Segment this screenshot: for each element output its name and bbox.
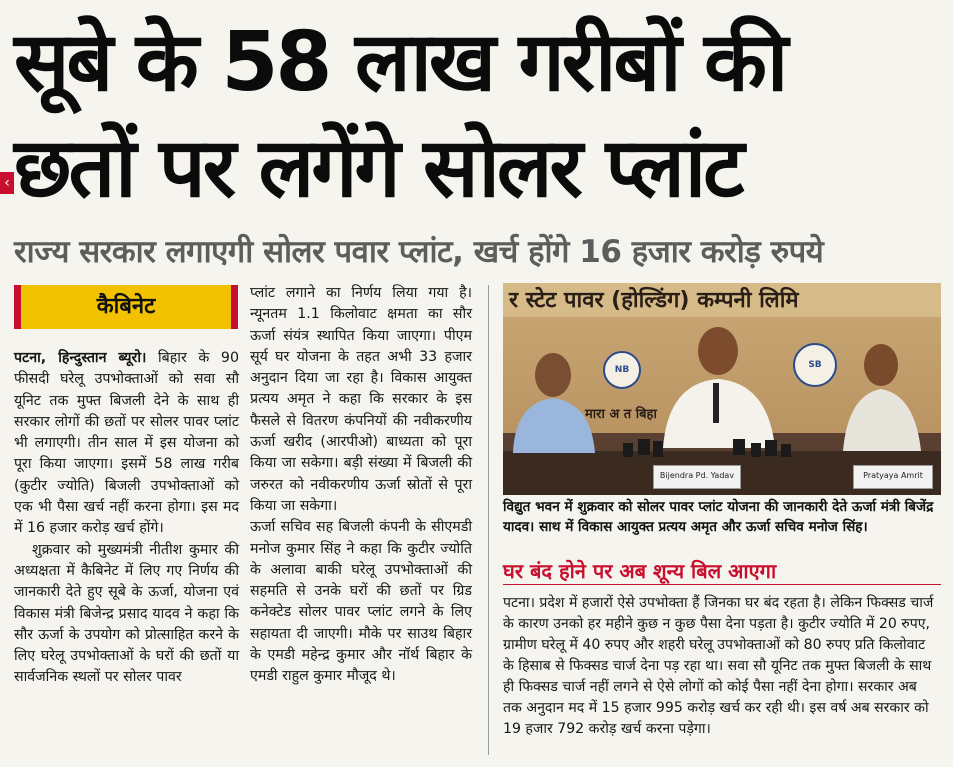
subheadline: राज्य सरकार लगाएगी सोलर पवार प्लांट, खर्च होंगे 16 हजार करोड़ रुपये xyxy=(14,234,824,270)
photo-illustration xyxy=(503,283,941,495)
column1-paragraph-1 xyxy=(14,348,239,540)
photo-wall-text: मारा अ त बिहा xyxy=(585,407,657,422)
article-column-2 xyxy=(250,283,472,688)
column1-paragraph-1-text: बिहार के 90 फीसदी घरेलू उपभोक्ताओं को सवा सौ यूनिट तक मुफ्त बिजली देने के साथ ही सरकार लोगों की छतों पर सोलर पावर प्लांट भी लगाएगी। तीन साल में इस योजना को पूरा किया जाएगा। इसमें 58 लाख गरीब (कुटीर ज्योति) बिजली उपभोक्ताओं को एक भी पैसा खर्च नहीं करना होगा। इस मद में 16 हजार करोड़ खर्च होंगे। xyxy=(14,350,239,537)
sidebox-title: घर बंद होने पर अब शून्य बिल आएगा xyxy=(503,559,777,583)
column2-paragraph-2: ऊर्जा सचिव सह बिजली कंपनी के सीएमडी मनोज कुमार सिंह ने कहा कि कुटीर ज्योति के अलावा बाकी घरेलू उपभोक्ताओं की सहमति से उनके घरों की छतों पर ग्रिड कनेक्टेड सोलर पावर प्लांट लगने के लिए सहायता दी जाएगी। मौके पर साउथ बिहार के एमडी महेन्द्र कुमार और नॉर्थ बिहार के एमडी राहुल कुमार मौजूद थे। xyxy=(250,519,472,685)
headline-line-1: सूबे के 58 लाख गरीबों की xyxy=(14,15,786,110)
sb-logo-sticker: SB xyxy=(793,343,837,387)
photo-caption: विद्युत भवन में शुक्रवार को सोलर पावर प्लांट योजना की जानकारी देते ऊर्जा मंत्री बिजेंद्र यादव। साथ में विकास आयुक्त प्रत्यय अमृत और ऊर्जा सचिव मनोज सिंह। xyxy=(503,499,934,535)
section-badge-cabinet: कैबिनेट xyxy=(14,285,238,329)
nb-logo-sticker: NB xyxy=(603,351,641,389)
previous-arrow-icon[interactable]: ‹ xyxy=(0,172,14,194)
photo-banner-text: र स्टेट पावर (होल्डिंग) कम्पनी लिमि xyxy=(509,288,799,313)
column-divider xyxy=(488,285,489,755)
dateline: पटना, हिन्दुस्तान ब्यूरो। xyxy=(14,350,147,366)
headline-line-2: छतों पर लगेंगे सोलर प्लांट xyxy=(14,121,742,216)
article-column-1 xyxy=(14,348,239,689)
press-conference-photo xyxy=(503,283,941,495)
nameplate-minister: Bijendra Pd. Yadav xyxy=(653,465,741,489)
column1-paragraph-2: शुक्रवार को मुख्यमंत्री नीतीश कुमार की अध्यक्षता में कैबिनेट में लिए गए निर्णय की जानकारी देते हुए सूबे के ऊर्जा, योजना एवं विकास मंत्री बिजेन्द्र प्रसाद यादव ने कहा कि सौर ऊर्जा के उपयोग को प्रोत्साहित करने के लिए घरेलू उपभोक्ताओं के घरों की छतों या सार्वजनिक स्थलों पर सोलर पावर xyxy=(14,541,239,686)
sidebox-divider xyxy=(503,584,941,585)
column2-paragraph-1: प्लांट लगाने का निर्णय लिया गया है। न्यूनतम 1.1 किलोवाट क्षमता का सौर ऊर्जा संयंत्र स्थापित किया जाएगा। पीएम सूर्य घर योजना के तहत अभी 33 हजार अनुदान दिया जा रहा है। विकास आयुक्त प्रत्यय अमृत ने कहा कि सरकार के इस फैसले से वितरण कंपनियों की नवीकरणीय ऊर्जा खरीद (आरपीओ) बाध्यता को पूरा किया जा सकेगा। बड़ी संख्या में बिजली की जरुरत को नवीकरणीय ऊर्जा स्रोतों से पूरा किया जा सकेगा। xyxy=(250,285,472,514)
sidebox-text: पटना। प्रदेश में हजारों ऐसे उपभोक्ता हैं जिनका घर बंद रहता है। लेकिन फिक्सड चार्ज के कारण उनको हर महीने कुछ न कुछ पैसा देना पड़ता है। कुटीर ज्योति में 20 रुपए, ग्रामीण घरेलू में 40 रुपए और शहरी घरेलू उपभोक्ताओं को 80 रुपए प्रति किलोवाट के हिसाब से फिक्सड चार्ज देना पड़ रहा था। सवा सौ यूनिट तक मुफ्त बिजली के साथ ही फिक्सड चार्ज नहीं लगने से ऐसे लोगों को कोई पैसा नहीं देना होगा। सरकार अब तक अनुदान मद में 15 हजार 995 करोड़ खर्च कर रही थी। इस वर्ष अब सरकार को 19 हजार 792 करोड़ खर्च करना पड़ेगा। xyxy=(503,595,934,737)
nameplate-development-commissioner: Pratyaya Amrit xyxy=(853,465,933,489)
